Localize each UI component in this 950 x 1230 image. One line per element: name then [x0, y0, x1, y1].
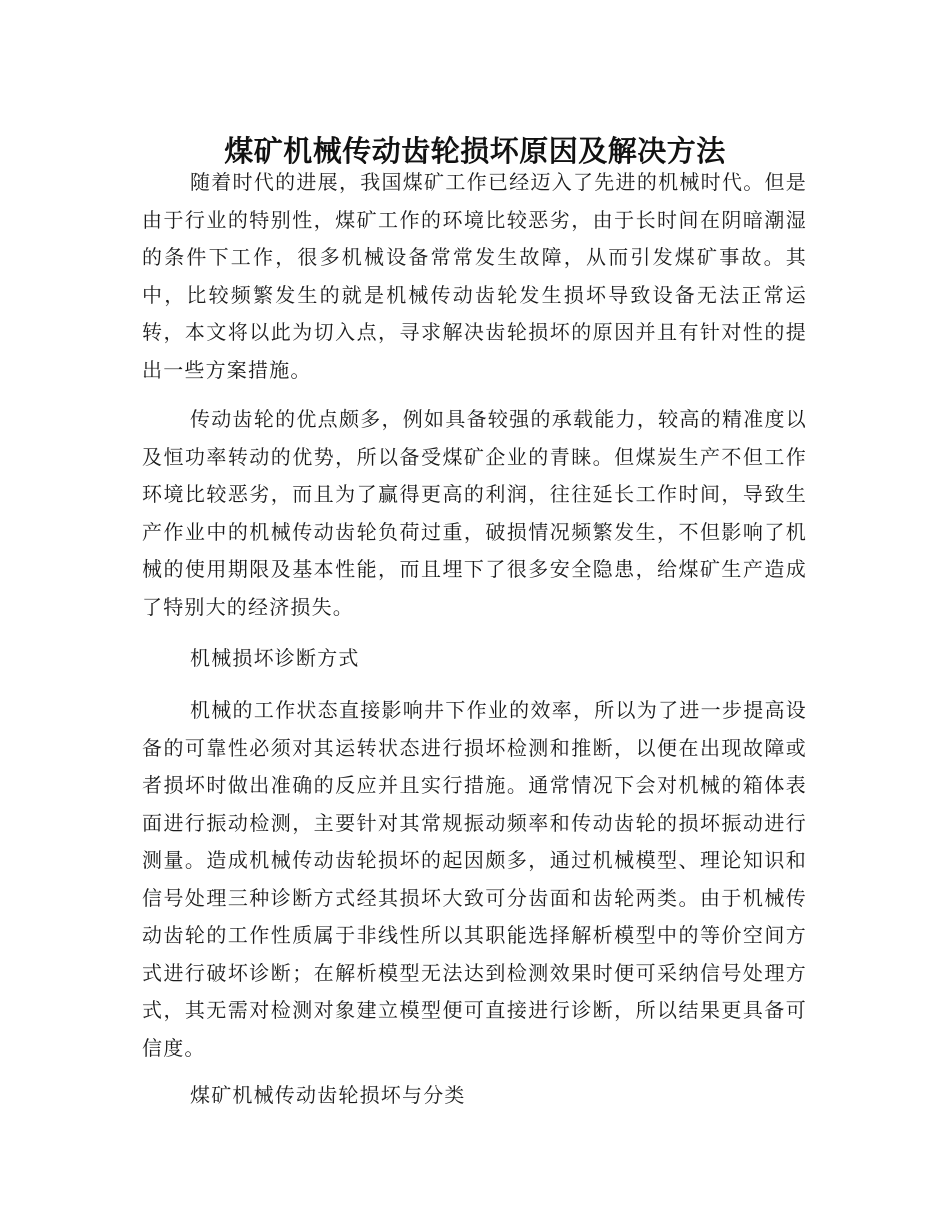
document-title: 煤矿机械传动齿轮损坏原因及解决方法 — [224, 134, 726, 169]
section-heading-text: 煤矿机械传动齿轮损坏与分类 — [190, 1083, 466, 1107]
paragraph-diagnosis — [142, 692, 807, 1067]
paragraph-text: 随着时代的进展，我国煤矿工作已经迈入了先进的机械时代。但是由于行业的特别性，煤矿工作的环境比较恶劣，由于长时间在阴暗潮湿的条件下工作，很多机械设备常常发生故障，从而引发煤矿事故。其中，比较频繁发生的就是机械传动齿轮发生损坏导致设备无法正常运转，本文将以此为切入点，寻求解决齿轮损坏的原因并且有针对性的提出一些方案措施。 — [142, 170, 807, 382]
paragraph-text: 机械的工作状态直接影响井下作业的效率，所以为了进一步提高设备的可靠性必须对其运转状态进行损坏检测和推断，以便在出现故障或者损坏时做出准确的反应并且实行措施。通常情况下会对机械的箱体表面进行振动检测，主要针对其常规振动频率和传动齿轮的损坏振动进行测量。造成机械传动齿轮损坏的起因颇多，通过机械模型、理论知识和信号处理三种诊断方式经其损坏大致可分齿面和齿轮两类。由于机械传动齿轮的工作性质属于非线性所以其职能选择解析模型中的等价空间方式进行破坏诊断；在解析模型无法达到检测效果时便可采纳信号处理方式，其无需对检测对象建立模型便可直接进行诊断，所以结果更具备可信度。 — [142, 698, 807, 1060]
section-heading-text: 机械损坏诊断方式 — [190, 646, 360, 670]
paragraph-intro — [142, 164, 807, 389]
paragraph-gear-advantages — [142, 401, 807, 626]
section-heading-classification — [142, 1077, 807, 1115]
paragraph-text: 传动齿轮的优点颇多，例如具备较强的承载能力，较高的精准度以及恒功率转动的优势，所以备受煤矿企业的青睐。但煤炭生产不但工作环境比较恶劣，而且为了赢得更高的利润，往往延长工作时间，导致生产作业中的机械传动齿轮负荷过重，破损情况频繁发生，不但影响了机械的使用期限及基本性能，而且埋下了很多安全隐患，给煤矿生产造成了特别大的经济损失。 — [142, 407, 807, 619]
section-heading-diagnosis — [142, 640, 807, 678]
